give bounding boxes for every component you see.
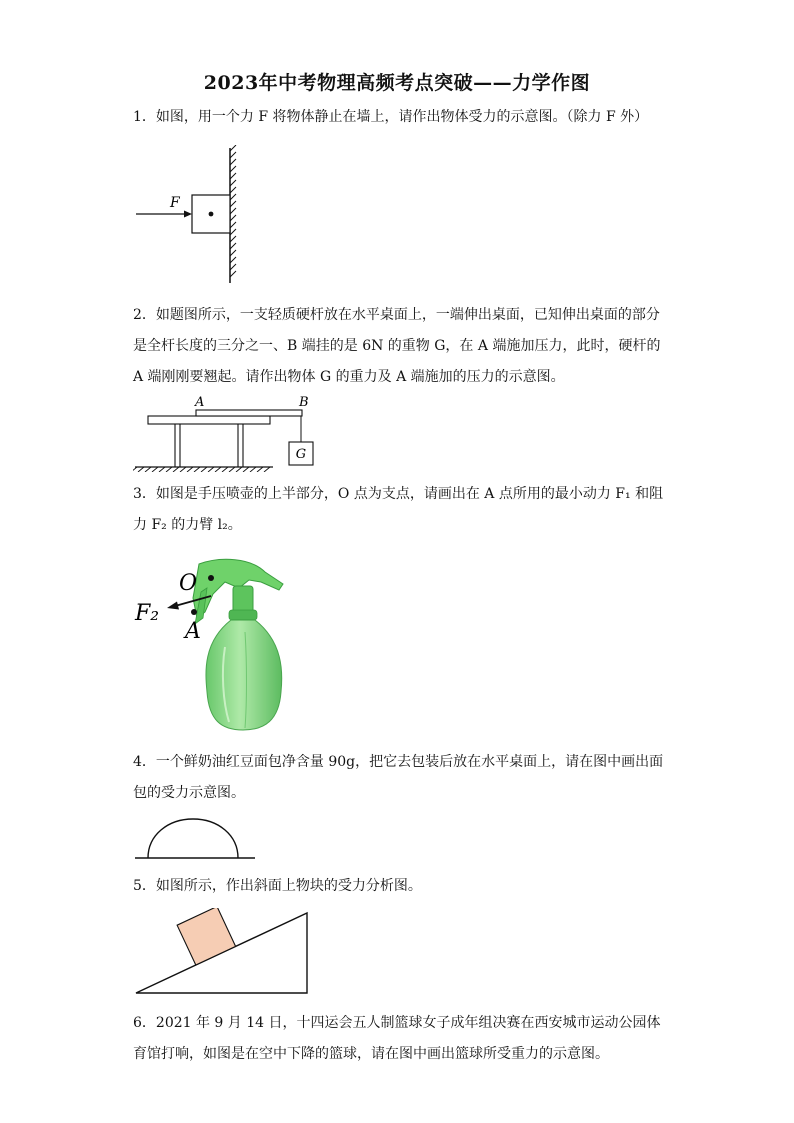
hatch-mark xyxy=(201,467,207,472)
hatch-mark xyxy=(250,467,256,472)
hatch-mark xyxy=(230,173,236,179)
hatch-mark xyxy=(159,467,165,472)
hatch-mark xyxy=(230,229,236,235)
end-b-label: B xyxy=(299,395,309,410)
hatch-mark xyxy=(152,467,158,472)
hatch-mark xyxy=(230,243,236,249)
force-arrowhead xyxy=(184,211,192,218)
center-dot xyxy=(209,212,214,217)
hatch-mark xyxy=(208,467,214,472)
hatch-mark xyxy=(236,467,242,472)
bottle-body xyxy=(206,620,282,730)
hatch-mark xyxy=(230,187,236,193)
hatch-mark xyxy=(138,467,144,472)
hatch-mark xyxy=(264,467,270,472)
end-a-label: A xyxy=(195,395,205,410)
hatch-mark xyxy=(230,257,236,263)
hatch-mark xyxy=(230,271,236,277)
hatch-mark xyxy=(230,208,236,214)
question-1-text: 1．如图，用一个力 F 将物体静止在墙上，请作出物体受力的示意图。（除力 F 外） xyxy=(133,109,649,125)
hatch-mark xyxy=(230,145,236,151)
force-f2-label: F₂ xyxy=(135,601,160,626)
weight-label: G xyxy=(295,447,307,462)
rod xyxy=(196,410,302,416)
question-4-text: 4．一个鲜奶油红豆面包净含量 90g，把它去包装后放在水平桌面上，请在图中画出面包的受力示意图。 xyxy=(133,754,664,801)
hatch-mark xyxy=(145,467,151,472)
wall-hatching xyxy=(230,145,236,277)
hatch-mark xyxy=(230,159,236,165)
figure-wall-block xyxy=(130,145,250,287)
hatch-mark xyxy=(257,467,263,472)
pivot-o-label: O xyxy=(179,571,198,596)
pivot-o-dot xyxy=(208,575,214,581)
hatch-mark xyxy=(243,467,249,472)
bread-outline xyxy=(148,819,238,858)
point-a-label: A xyxy=(185,619,201,644)
hatch-mark xyxy=(230,166,236,172)
hatch-mark xyxy=(229,467,235,472)
figure-bread-on-table xyxy=(133,815,258,865)
hatch-mark xyxy=(230,201,236,207)
hatch-mark xyxy=(173,467,179,472)
table-top xyxy=(148,416,270,424)
hatch-mark xyxy=(180,467,186,472)
hatch-mark xyxy=(230,194,236,200)
question-2-text: 2．如题图所示，一支轻质硬杆放在水平桌面上，一端伸出桌面，已知伸出桌面的部分是全杆长度的三分之一、B 端挂的是 6N 的重物 G，在 A 端施加压力，此时，硬杆的 A 端刚刚要翘起。请作出物体 G 的重力及 A 端施加的压力的示意图。 xyxy=(133,307,661,385)
hatch-mark xyxy=(230,222,236,228)
figure-lever-table xyxy=(133,390,333,472)
figure-incline-block xyxy=(133,908,313,998)
point-a-dot xyxy=(191,609,197,615)
hatch-mark xyxy=(215,467,221,472)
force-f2-arrowhead xyxy=(167,602,179,610)
question-5-text: 5．如图所示，作出斜面上物块的受力分析图。 xyxy=(133,878,422,894)
figure-spray-bottle xyxy=(133,552,293,734)
question-3-text: 3．如图是手压喷壶的上半部分，O 点为支点，请画出在 A 点所用的最小动力 F₁ 和阻力 F₂ 的力臂 l₂。 xyxy=(133,486,664,533)
force-label: F xyxy=(170,195,180,211)
hatch-mark xyxy=(230,264,236,270)
hatch-mark xyxy=(187,467,193,472)
hatch-mark xyxy=(230,236,236,242)
hatch-mark xyxy=(133,467,137,472)
bottle-cap xyxy=(229,610,257,620)
hatch-mark xyxy=(166,467,172,472)
hatch-mark xyxy=(230,250,236,256)
floor-hatching xyxy=(133,467,270,472)
page-title: 2023年中考物理高频考点突破——力学作图 xyxy=(203,72,591,94)
hatch-mark xyxy=(230,152,236,158)
hatch-mark xyxy=(230,215,236,221)
hatch-mark xyxy=(222,467,228,472)
question-6-text: 6．2021 年 9 月 14 日，十四运会五人制篮球女子成年组决赛在西安城市运动公园体育馆打响，如图是在空中下降的篮球，请在图中画出篮球所受重力的示意图。 xyxy=(133,1015,661,1062)
hatch-mark xyxy=(194,467,200,472)
hatch-mark xyxy=(230,180,236,186)
